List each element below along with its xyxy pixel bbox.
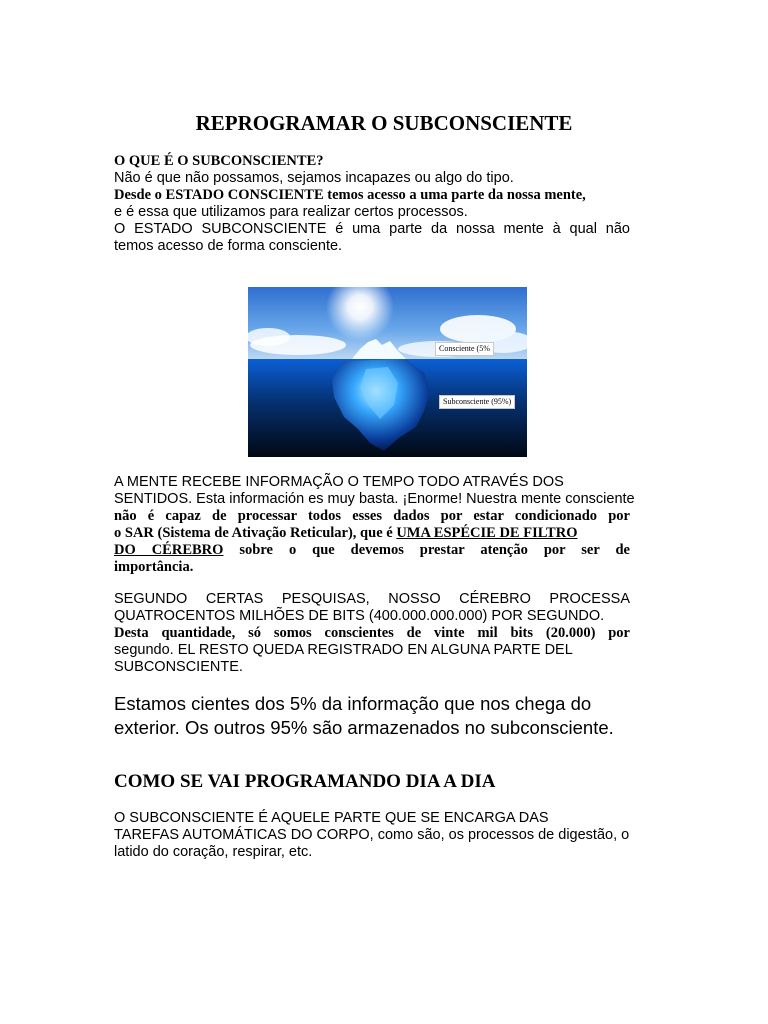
para-senses (114, 474, 635, 576)
intro-line-2: Desde o ESTADO CONSCIENTE temos acesso a uma parte da nossa mente, (114, 187, 586, 203)
para2-line-2: SENTIDOS. Esta información es muy basta. ¡Enorme! Nuestra mente consciente (114, 491, 635, 507)
iceberg-image (248, 287, 527, 457)
para2-line-5-text: sobre o que devemos prestar atenção por ser de (239, 542, 630, 558)
intro-line-3: e é essa que utilizamos para realizar certos processos. (114, 204, 468, 220)
para3-line-1: SEGUNDO CERTAS PESQUISAS, NOSSO CÉREBRO PROCESSA (114, 591, 630, 607)
filter-phrase: UMA ESPÉCIE DE FILTRO (396, 525, 578, 541)
para2-line-5 (114, 542, 630, 559)
para2-line-3: não é capaz de processar todos esses dados por estar condicionado por (114, 508, 630, 524)
para3-line-5: SUBCONSCIENTE. (114, 659, 243, 675)
section-line-2: TAREFAS AUTOMÁTICAS DO CORPO, como são, os processos de digestão, o (114, 827, 630, 843)
section-body (114, 810, 650, 861)
label-conscious: Consciente (5% (435, 342, 494, 356)
para3-line-2: QUATROCENTOS MILHÕES DE BITS (400.000.000.000) POR SEGUNDO. (114, 608, 605, 624)
brain-phrase: DO CÉREBRO (114, 542, 224, 558)
section-heading: COMO SE VAI PROGRAMANDO DIA A DIA (114, 771, 496, 792)
para2-line-6: importância. (114, 559, 194, 575)
para4-line-1: Estamos cientes dos 5% da informação que nos chega do (114, 693, 592, 714)
intro-line-4: O ESTADO SUBCONSCIENTE é uma parte da nossa mente à qual não (114, 221, 630, 237)
intro-line-5: temos acesso de forma consciente. (114, 238, 343, 254)
para2-line-1: A MENTE RECEBE INFORMAÇÃO O TEMPO TODO ATRAVÉS DOS (114, 474, 564, 490)
section-line-3: latido do coração, respirar, etc. (114, 844, 313, 860)
para4-line-2: exterior. Os outros 95% são armazenados no subconsciente. (114, 717, 614, 738)
para3-line-4: segundo. EL RESTO QUEDA REGISTRADO EN ALGUNA PARTE DEL (114, 642, 573, 658)
para-percentages (114, 692, 674, 740)
para-research (114, 591, 630, 676)
intro-line-1: Não é que não possamos, sejamos incapazes ou algo do tipo. (114, 170, 514, 186)
section-line-1: O SUBCONSCIENTE É AQUELE PARTE QUE SE ENCARGA DAS (114, 810, 549, 826)
para2-line-4-text: o SAR (Sistema de Ativação Reticular), que é (114, 525, 393, 541)
para2-line-4 (114, 525, 630, 542)
para3-line-3: Desta quantidade, só somos conscientes de vinte mil bits (20.000) por (114, 625, 630, 641)
page-title: REPROGRAMAR O SUBCONSCIENTE (195, 111, 573, 135)
label-subconscious: Subconsciente (95%) (439, 395, 515, 409)
intro-section (114, 153, 630, 255)
intro-heading: O QUE É O SUBCONSCIENTE? (114, 153, 324, 169)
